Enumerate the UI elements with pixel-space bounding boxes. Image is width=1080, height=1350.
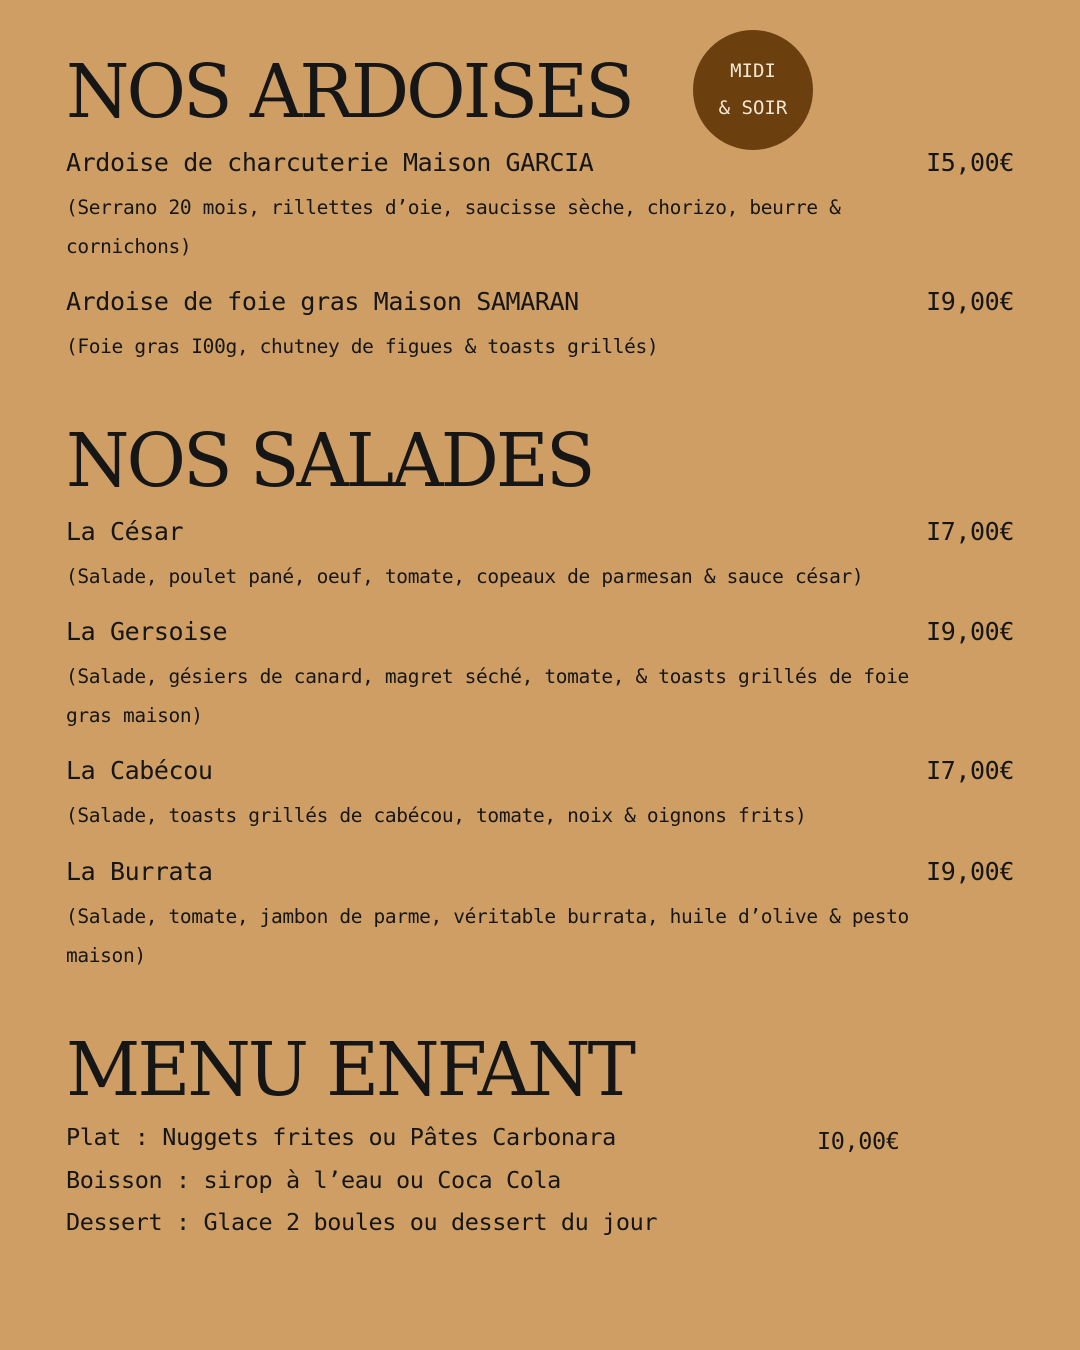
section-title-salades: NOS SALADES (66, 418, 593, 504)
item-description: (Salade, gésiers de canard, magret séché, tomate, & toasts grillés de foie gras maison) (66, 665, 909, 727)
item-price: I7,00€ (926, 756, 1014, 785)
item-price: I5,00€ (926, 148, 1014, 177)
menu-item-cesar (66, 517, 1014, 596)
item-price: I9,00€ (926, 617, 1014, 646)
item-name: La Gersoise (66, 617, 228, 646)
item-name: Ardoise de foie gras Maison SAMARAN (66, 287, 579, 316)
item-price: I9,00€ (926, 287, 1014, 316)
section-title-menu-enfant: MENU ENFANT (66, 1027, 634, 1113)
menu-item-ardoise-foie-gras (66, 287, 1014, 366)
badge-line-midi: MIDI (730, 60, 776, 82)
section-title-ardoises: NOS ARDOISES (66, 49, 632, 135)
badge-line-soir: & SOIR (718, 97, 788, 119)
item-description: (Foie gras I00g, chutney de figues & toasts grillés) (66, 335, 659, 358)
item-price: I7,00€ (926, 517, 1014, 546)
item-description: (Salade, poulet pané, oeuf, tomate, copeaux de parmesan & sauce césar) (66, 565, 864, 588)
kids-menu-price: I0,00€ (817, 1127, 900, 1155)
item-name: La Burrata (66, 857, 213, 886)
menu-item-cabecou (66, 756, 1014, 835)
menu-item-gersoise (66, 617, 1014, 735)
menu-item-burrata (66, 857, 1014, 975)
item-name: Ardoise de charcuterie Maison GARCIA (66, 148, 594, 177)
kids-menu-boisson: Boisson : sirop à l’eau ou Coca Cola (66, 1166, 561, 1194)
midi-soir-badge (693, 30, 813, 150)
item-price: I9,00€ (926, 857, 1014, 886)
kids-menu-dessert: Dessert : Glace 2 boules ou dessert du jour (66, 1208, 658, 1236)
menu-item-ardoise-charcuterie (66, 148, 1014, 266)
item-name: La Cabécou (66, 756, 213, 785)
item-description: (Serrano 20 mois, rillettes d’oie, saucisse sèche, chorizo, beurre & cornichons) (66, 196, 841, 258)
item-description: (Salade, toasts grillés de cabécou, tomate, noix & oignons frits) (66, 804, 807, 827)
item-description: (Salade, tomate, jambon de parme, véritable burrata, huile d’olive & pesto maison) (66, 905, 909, 967)
item-name: La César (66, 517, 184, 546)
kids-menu-plat: Plat : Nuggets frites ou Pâtes Carbonara (66, 1123, 616, 1151)
